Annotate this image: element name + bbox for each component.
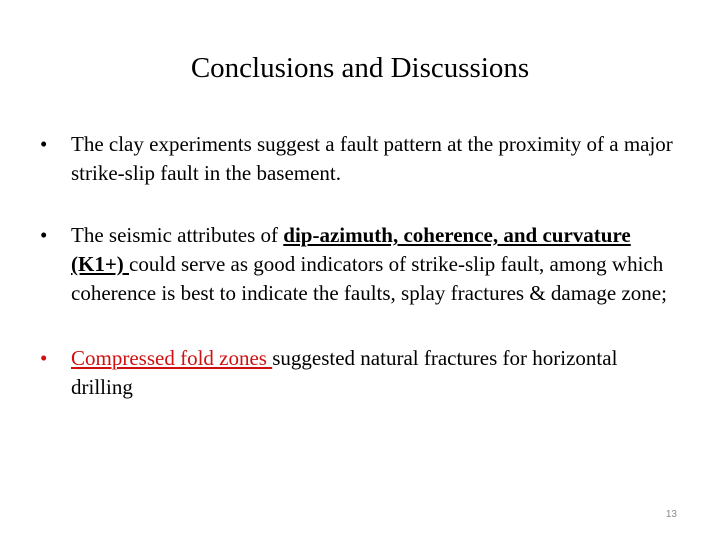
bullet-text: The clay experiments suggest a fault pattern at the proximity of a major strike-slip fault in the basement.: [71, 132, 673, 185]
bullet-text-prefix: The seismic attributes of: [71, 223, 284, 247]
bullet-item-1: [40, 130, 680, 188]
bullet-list: [40, 130, 680, 435]
bullet-item-3: [40, 344, 680, 402]
slide-title: Conclusions and Discussions: [190, 52, 530, 84]
bullet-emphasis-red: Compressed fold zones: [71, 346, 273, 370]
bullet-dot-icon: •: [40, 346, 48, 370]
bullet-emphasis: dip-azimuth, coherence, and curvature (K1+): [71, 223, 631, 276]
bullet-item-2: [40, 221, 680, 308]
bullet-text-suffix: suggested natural fractures for horizontal drilling: [71, 346, 618, 399]
bullet-dot-icon: •: [40, 223, 48, 247]
bullet-dot-icon: •: [40, 132, 48, 156]
page-number: 13: [665, 509, 677, 520]
bullet-text-suffix: could serve as good indicators of strike-slip fault, among which coherence is best to indicate the faults, splay fractures & damage zone;: [71, 252, 667, 305]
